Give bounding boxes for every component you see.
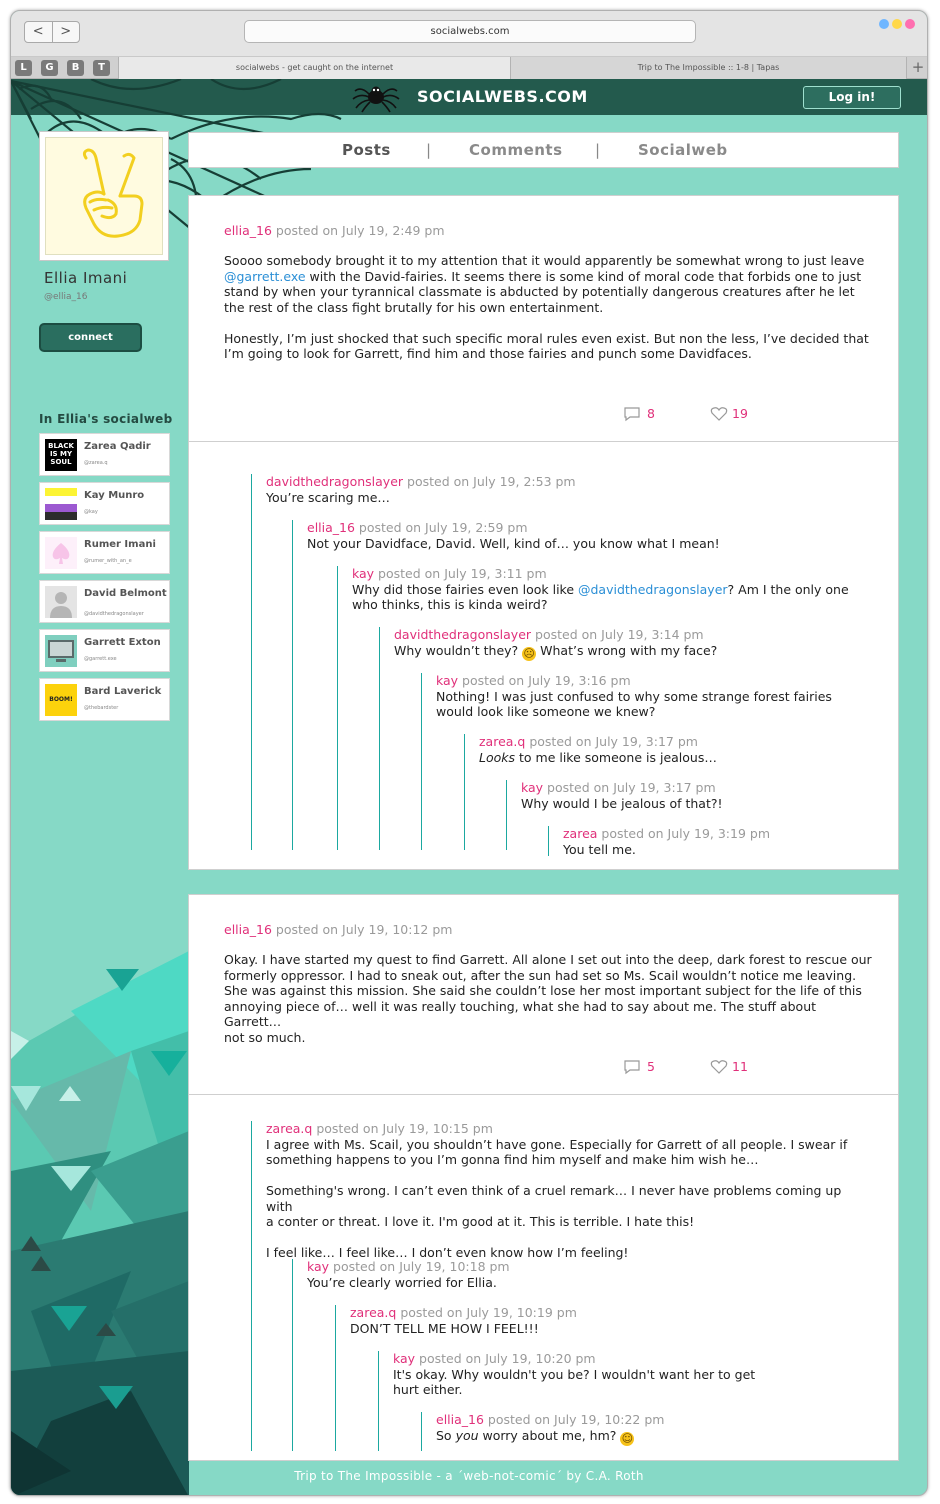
comment-text-italic: Looks	[479, 749, 516, 765]
comment-timestamp: posted on July 19, 3:17 pm	[525, 734, 698, 749]
comment-timestamp: posted on July 19, 3:17 pm	[543, 780, 716, 795]
tab-comments[interactable]: Comments	[469, 141, 563, 159]
friend-name: Bard Laverick	[84, 686, 162, 697]
computer-icon	[45, 635, 77, 667]
comment-text-part: So	[436, 1427, 456, 1443]
comment-timestamp: posted on July 19, 3:16 pm	[458, 673, 631, 688]
friend-card-bard[interactable]	[39, 678, 170, 721]
comment-timestamp: posted on July 19, 10:22 pm	[483, 1412, 665, 1427]
friend-card-rumer[interactable]	[39, 531, 170, 574]
divider	[189, 1094, 898, 1095]
comment-timestamp: posted on July 19, 10:19 pm	[396, 1305, 577, 1320]
comment-meta	[266, 1121, 871, 1137]
comment-author[interactable]: ellia_16	[436, 1412, 484, 1427]
post-timestamp: posted on July 19, 2:49 pm	[271, 223, 445, 238]
tab-letter-t[interactable]: T	[93, 60, 110, 76]
comment-meta	[394, 627, 849, 643]
friend-avatar: BLACK IS MY SOUL	[45, 439, 77, 471]
comment-timestamp: posted on July 19, 10:20 pm	[415, 1351, 596, 1366]
post-card	[188, 195, 899, 870]
divider	[189, 441, 898, 442]
comment-text-part: Why did those fairies even look like	[352, 581, 578, 597]
window-dot-pink[interactable]	[905, 19, 915, 29]
connect-button[interactable]: connect	[39, 323, 142, 352]
post-text: with the David-fairies. It seems there is some kind of moral code that forbids one to just stand by when your tyrannical classmate is abducted by potentially dangerous creatures after he let the rest of the class fight brutally for his own entertainment. Honestly, I’m just shocked that such specific moral rules even exist. But non the less, I’ve decided that I’m going to look for Garrett, find him and those fairies and punch some Davidfaces.	[224, 268, 869, 361]
friend-card-david[interactable]	[39, 580, 170, 623]
mention-link[interactable]: @garrett.exe	[224, 268, 306, 284]
browser-tab-bar	[11, 57, 927, 79]
back-button[interactable]: <	[25, 22, 53, 42]
comment-meta	[521, 780, 846, 796]
comment-timestamp: posted on July 19, 3:14 pm	[531, 627, 704, 642]
comment-text: Why would I be jealous of that?!	[521, 795, 723, 811]
comment-text-italic: you	[455, 1427, 479, 1443]
comment-author[interactable]: ellia_16	[307, 520, 355, 535]
comment-author[interactable]: zarea.q	[350, 1305, 397, 1320]
tab-posts[interactable]: Posts	[342, 141, 391, 159]
address-bar[interactable]: socialwebs.com	[244, 20, 696, 43]
browser-tab-socialwebs[interactable]: socialwebs - get caught on the internet	[118, 57, 510, 79]
smile-emoji-icon: ☺	[621, 1431, 634, 1445]
post-meta	[224, 922, 452, 937]
comment-text: DON’T TELL ME HOW I FEEL!!!	[350, 1320, 539, 1336]
comment-text: I agree with Ms. Scail, you shouldn’t have gone. Especially for Garrett of all people. I swear if something happens to you I’m gonna find him myself and make him wish he… Something's wrong. I can’t even think of a cruel remark… I never have problems coming up with a conter or threat. I love it. I'm good at it. This is terrible. I hate this! I feel like… I feel like… I don’t even know how I’m feeling!	[266, 1136, 848, 1260]
post-card	[188, 894, 899, 1461]
comment-meta	[436, 673, 851, 689]
friend-name: Garrett Exton	[84, 637, 161, 648]
profile-avatar	[39, 131, 169, 261]
comment-text: It's okay. Why wouldn't you be? I wouldn't want her to get hurt either.	[393, 1366, 756, 1397]
frown-emoji-icon: ☹	[523, 646, 535, 660]
comment-author[interactable]: zarea	[563, 826, 598, 841]
window-dot-blue[interactable]	[879, 19, 889, 29]
friend-card-zarea[interactable]	[39, 433, 170, 476]
comment-text-part: ? Am I the only one who thinks, this is kinda weird?	[352, 581, 849, 612]
friend-handle: @thebardster	[84, 705, 119, 711]
comment-meta	[307, 1259, 852, 1275]
tab-letter-g[interactable]: G	[41, 60, 58, 76]
comment-text-part: worry about me, hm?	[478, 1427, 621, 1443]
friend-name: Kay Munro	[84, 490, 145, 501]
spade-icon	[45, 537, 77, 569]
content-tabs	[188, 132, 899, 168]
browser-tab-tapas[interactable]: Trip to The Impossible :: 1-8 | Tapas	[510, 57, 906, 79]
comment-meta	[307, 520, 852, 536]
tab-separator: |	[595, 141, 601, 159]
like-count: 11	[732, 1059, 748, 1074]
comment-text: Not your Davidface, David. Well, kind of… you know what I mean!	[307, 535, 720, 551]
profile-name: Ellia Imani	[44, 269, 128, 287]
profile-handle: @ellia_16	[44, 292, 88, 302]
comment	[548, 826, 848, 856]
comment-author[interactable]: kay	[307, 1259, 330, 1274]
friend-handle: @davidthedragonslayer	[84, 611, 144, 617]
comment-text-part: to me like someone is jealous…	[515, 749, 717, 765]
comment-timestamp: posted on July 19, 10:15 pm	[312, 1121, 493, 1136]
forward-button[interactable]: >	[60, 24, 72, 39]
post-body	[224, 253, 874, 362]
comment-author[interactable]: kay	[393, 1351, 416, 1366]
comment-author[interactable]: kay	[352, 566, 375, 581]
comment-text-part: What’s wrong with my face?	[536, 642, 718, 658]
comment-meta	[393, 1351, 848, 1367]
comment-text	[394, 643, 849, 661]
browser-window	[10, 10, 928, 1496]
comment-timestamp: posted on July 19, 2:53 pm	[403, 474, 576, 489]
post-author[interactable]: ellia_16	[224, 223, 272, 238]
peace-hand-icon	[46, 138, 164, 256]
tab-letter-b[interactable]: B	[67, 60, 84, 76]
triangle-pattern-decoration	[11, 951, 189, 1496]
browser-toolbar	[11, 11, 927, 57]
tab-socialweb[interactable]: Socialweb	[638, 141, 728, 159]
comment-meta	[563, 826, 848, 842]
default-user-icon	[45, 586, 77, 618]
mention-link[interactable]: @davidthedragonslayer	[578, 581, 728, 597]
comment-text	[436, 1428, 851, 1446]
comment-author[interactable]: zarea.q	[479, 734, 526, 749]
comment-author[interactable]: davidthedragonslayer	[266, 474, 404, 489]
comment-meta	[350, 1305, 855, 1321]
friend-handle: @zarea.q	[84, 460, 108, 466]
comment-text: You’re scaring me…	[266, 489, 390, 505]
comment-meta	[266, 474, 851, 490]
comment-count: 5	[647, 1059, 655, 1074]
friend-handle: @kay	[84, 509, 98, 515]
friend-name: Rumer Imani	[84, 539, 156, 550]
comment-text: Nothing! I was just confused to why some strange forest fairies would look like someone we knew?	[436, 688, 832, 719]
footer-credit: Trip to The Impossible - a ´web-not-comic´ by C.A. Roth	[294, 1469, 644, 1483]
window-dot-yellow[interactable]	[892, 19, 902, 29]
comment-timestamp: posted on July 19, 10:18 pm	[329, 1259, 510, 1274]
comment-text-part: Why wouldn’t they?	[394, 642, 523, 658]
comment-timestamp: posted on July 19, 3:11 pm	[374, 566, 547, 581]
comment-timestamp: posted on July 19, 3:19 pm	[597, 826, 771, 841]
post-body: Okay. I have started my quest to find Garrett. All alone I set out into the deep, dark forest to rescue our formerly oppressor. I had to sneak out, after the sun had set so Ms. Scail wouldn’t notice me leaving. She was against this mission. She said she couldn’t lose her most important subject for the life of this annoying piece of… well it was really touching, what she had to say about me. The stuff about Garrett… not so much.	[224, 952, 872, 1045]
socialweb-title: In Ellia's socialweb	[39, 412, 173, 426]
login-button[interactable]: Log in!	[803, 86, 901, 109]
friend-avatar-flag	[45, 488, 77, 520]
comment-author[interactable]: kay	[521, 780, 544, 795]
comment-text	[352, 582, 857, 613]
comment	[421, 1412, 851, 1451]
comment-meta	[436, 1412, 851, 1428]
heart-icon[interactable]	[710, 1059, 728, 1075]
friend-handle: @garrett.exe	[84, 656, 117, 662]
boom-icon: BOOM!	[45, 684, 77, 716]
comment-timestamp: posted on July 19, 2:59 pm	[354, 520, 528, 535]
post-author[interactable]: ellia_16	[224, 922, 272, 937]
post-text: Soooo somebody brought it to my attention that it would apparently be somewhat wrong to just leave	[224, 253, 865, 268]
comment-icon[interactable]	[623, 406, 641, 422]
friend-card-garrett[interactable]	[39, 629, 170, 672]
post-timestamp: posted on July 19, 10:12 pm	[271, 922, 453, 937]
comment-text	[479, 750, 844, 766]
tab-separator: |	[426, 141, 432, 159]
comment-text: You tell me.	[563, 841, 636, 857]
comment-author[interactable]: kay	[436, 673, 459, 688]
comment-meta	[479, 734, 844, 750]
new-tab-button[interactable]: +	[906, 57, 928, 79]
comment-text: You’re clearly worried for Ellia.	[307, 1274, 497, 1290]
nav-buttons	[24, 21, 80, 43]
friend-name: Zarea Qadir	[84, 441, 151, 452]
comment-author[interactable]: zarea.q	[266, 1121, 313, 1136]
comment-author[interactable]: davidthedragonslayer	[394, 627, 532, 642]
friend-card-kay[interactable]	[39, 482, 170, 525]
site-logo[interactable]: SOCIALWEBS.COM	[417, 87, 588, 106]
friend-name: David Belmont	[84, 588, 167, 599]
like-count: 19	[732, 406, 748, 421]
heart-icon[interactable]	[710, 406, 728, 422]
comment-count: 8	[647, 406, 655, 421]
comment-icon[interactable]	[623, 1059, 641, 1075]
tab-letter-l[interactable]: L	[15, 60, 32, 76]
post-meta	[224, 223, 445, 238]
comment-meta	[352, 566, 857, 582]
friend-handle: @rumer_with_an_e	[84, 558, 132, 564]
